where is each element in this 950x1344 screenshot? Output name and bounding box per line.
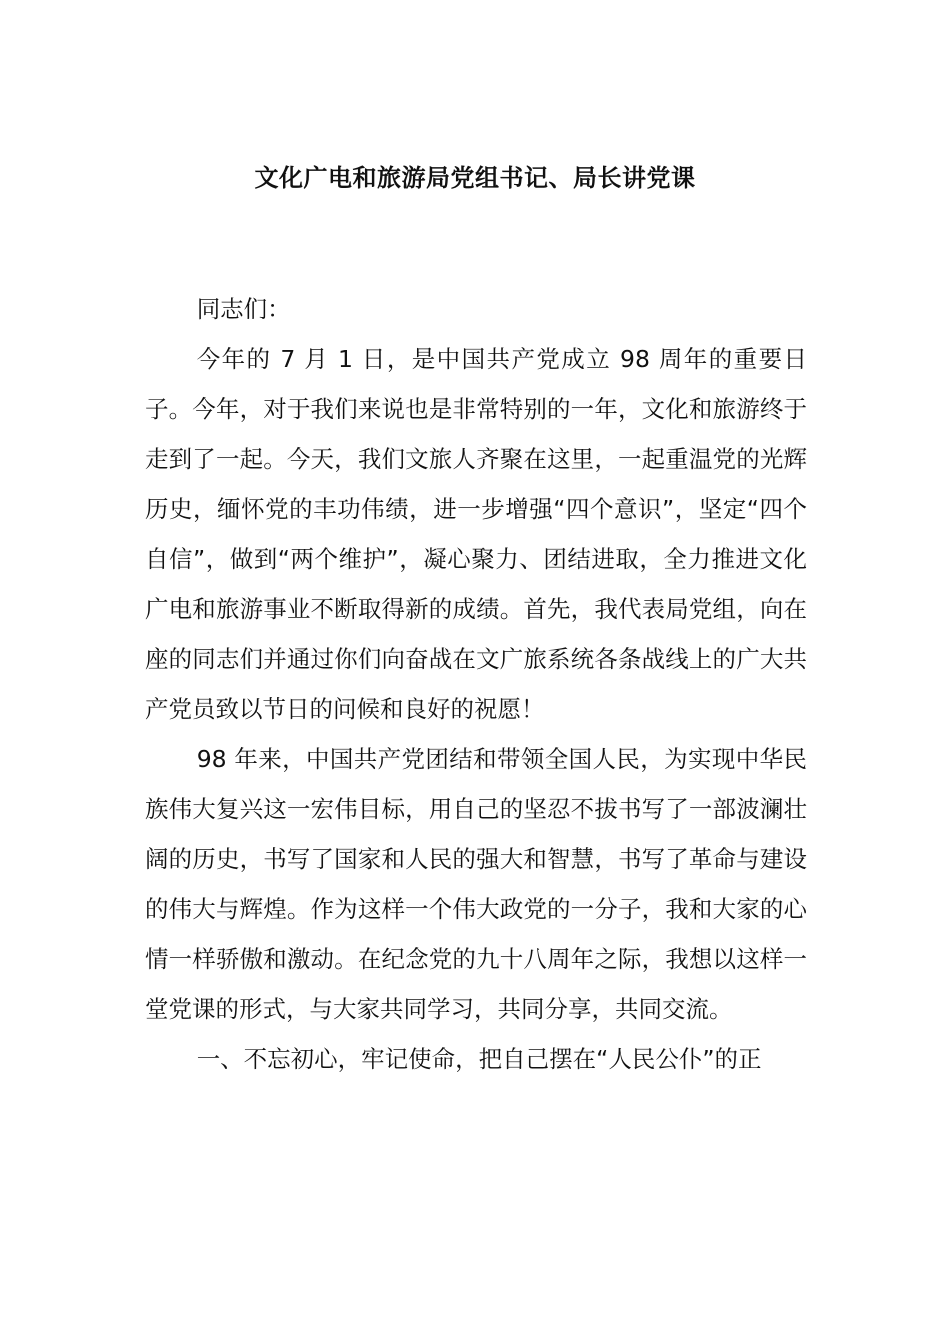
document-title: 文化广电和旅游局党组书记、局长讲党课 (254, 164, 696, 192)
section-heading-1: 一、不忘初心，牢记使命，把自己摆在“人民公仆”的正 (196, 1045, 762, 1073)
paragraph-history: 98 年来，中国共产党团结和带领全国人民，为实现中华民族伟大复兴这一宏伟目标，用自己的坚忍不拔书写了一部波澜壮阔的历史，书写了国家和人民的强大和智慧，书写了革命与建设的伟大与辉煌。作为这样一个伟大政党的一分子，我和大家的心情一样骄傲和激动。在纪念党的九十八周年之际，我想以这样一堂党课的形式，与大家共同学习，共同分享，共同交流。 (145, 745, 807, 1023)
document-body (145, 284, 807, 1084)
salutation: 同志们： (196, 295, 291, 323)
paragraph-intro: 今年的 7 月 1 日，是中国共产党成立 98 周年的重要日子。今年，对于我们来说也是非常特别的一年，文化和旅游终于走到了一起。今天，我们文旅人齐聚在这里，一起重温党的光辉历史，缅怀党的丰功伟绩，进一步增强“四个意识”，坚定“四个自信”，做到“两个维护”，凝心聚力、团结进取，全力推进文化广电和旅游事业不断取得新的成绩。首先，我代表局党组，向在座的同志们并通过你们向奋战在文广旅系统各条战线上的广大共产党员致以节日的问候和良好的祝愿！ (145, 345, 807, 723)
